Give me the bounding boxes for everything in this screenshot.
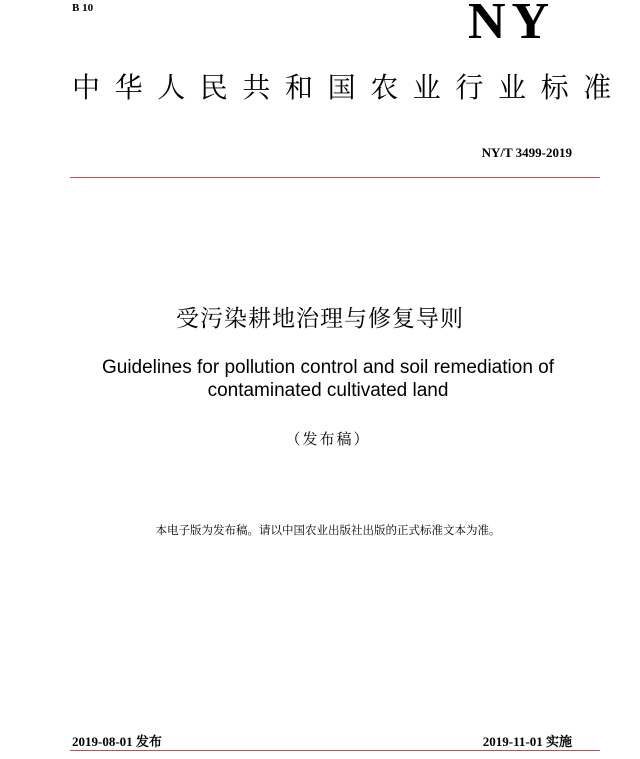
top-divider bbox=[70, 177, 600, 178]
issue-date: 2019-08-01 发布 bbox=[72, 734, 162, 749]
ny-logo: NY bbox=[468, 0, 556, 50]
classification-code: B 10 bbox=[72, 2, 94, 14]
implementation-date: 2019-11-01 实施 bbox=[482, 734, 572, 749]
english-title-line-2: contaminated cultivated land bbox=[207, 380, 449, 401]
standard-type-title: 中华人民共和国农业行业标准 bbox=[72, 71, 626, 104]
standard-number: NY/T 3499-2019 bbox=[481, 145, 572, 160]
document-title-chinese: 受污染耕地治理与修复导则 bbox=[176, 306, 464, 332]
edition-notice: 本电子版为发布稿。请以中国农业出版社出版的正式标准文本为准。 bbox=[155, 523, 501, 537]
english-title-line-1: Guidelines for pollution control and soil remediation of bbox=[101, 357, 555, 378]
bottom-divider bbox=[70, 750, 600, 751]
draft-status: （发布稿） bbox=[285, 430, 371, 448]
document-title-english bbox=[0, 356, 640, 402]
